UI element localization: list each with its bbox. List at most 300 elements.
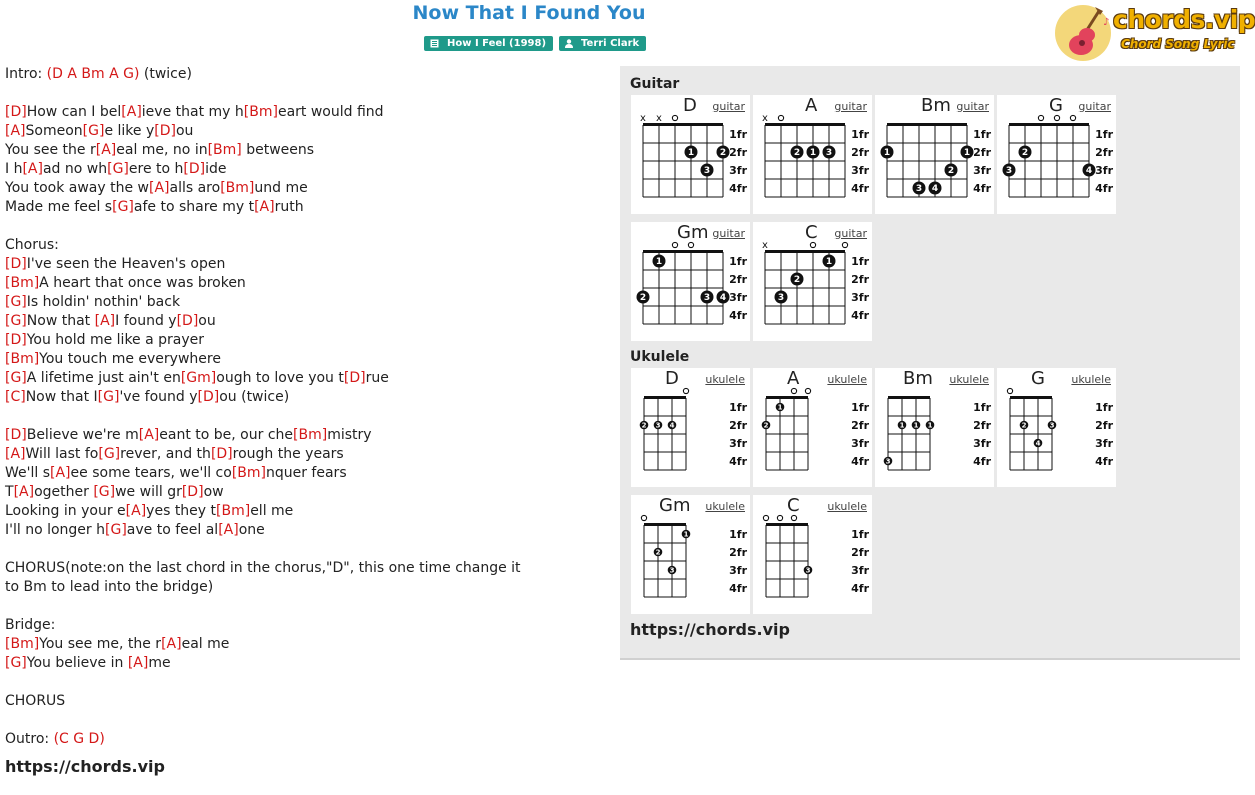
chord-marker[interactable]: [G] bbox=[82, 123, 105, 139]
chord-name: A bbox=[787, 368, 800, 389]
open-string-marker bbox=[791, 515, 796, 520]
lyric-line bbox=[5, 445, 605, 464]
lyric-text: we will gr bbox=[115, 484, 182, 500]
finger-number: 4 bbox=[1035, 439, 1041, 448]
chord-marker[interactable]: [C] bbox=[5, 389, 26, 405]
finger-number: 3 bbox=[1049, 421, 1055, 430]
chord-marker[interactable]: [G] bbox=[98, 446, 121, 462]
lyric-line bbox=[5, 179, 605, 198]
ukulele-link[interactable]: ukulele bbox=[705, 500, 745, 513]
guitar-chord-c[interactable] bbox=[753, 222, 872, 341]
fret-label: 2fr bbox=[729, 146, 747, 159]
ukulele-chord-g[interactable] bbox=[997, 368, 1116, 487]
ukulele-link[interactable]: ukulele bbox=[1071, 373, 1111, 386]
lyric-text: ou bbox=[198, 313, 216, 329]
lyric-text: ell me bbox=[250, 503, 294, 519]
fret-label: 1fr bbox=[729, 128, 747, 141]
lyric-text: e like y bbox=[104, 123, 155, 139]
muted-string-marker: x bbox=[762, 113, 768, 124]
lyric-text: We'll s bbox=[5, 465, 51, 481]
lyric-text: Bridge: bbox=[5, 617, 56, 633]
fret-label: 3fr bbox=[851, 291, 869, 304]
fret-label: 2fr bbox=[851, 273, 869, 286]
lyric-line bbox=[5, 730, 605, 749]
user-icon bbox=[565, 39, 573, 48]
guitar-chord-gm[interactable] bbox=[631, 222, 750, 341]
chord-marker[interactable]: [G] bbox=[5, 655, 27, 671]
chord-marker[interactable]: [D] bbox=[183, 161, 206, 177]
lyric-line bbox=[5, 236, 605, 255]
finger-number: 3 bbox=[703, 293, 711, 304]
fret-label: 3fr bbox=[1095, 437, 1113, 450]
lyric-line bbox=[5, 312, 605, 331]
lyric-text: rough the years bbox=[232, 446, 344, 462]
lyric-text: ave to feel al bbox=[126, 522, 219, 538]
chord-marker[interactable]: [Gm] bbox=[180, 370, 217, 386]
lyric-text: Believe we're m bbox=[26, 427, 139, 443]
lyric-text: You believe in bbox=[26, 655, 128, 671]
lyric-text: ide bbox=[205, 161, 227, 177]
fret-label: 4fr bbox=[1095, 455, 1113, 468]
chord-marker[interactable]: [A] bbox=[50, 465, 71, 481]
fret-label: 1fr bbox=[973, 128, 991, 141]
lyric-line bbox=[5, 217, 605, 236]
lyric-text: I h bbox=[5, 161, 23, 177]
fret-label: 1fr bbox=[973, 401, 991, 414]
lyric-line bbox=[5, 616, 605, 635]
lyric-text: How can I bel bbox=[26, 104, 122, 120]
finger-number: 4 bbox=[1085, 166, 1093, 177]
guitar-link[interactable]: guitar bbox=[1078, 100, 1111, 113]
chord-name: Gm bbox=[677, 222, 709, 243]
ukulele-chord-bm[interactable] bbox=[875, 368, 994, 487]
fret-label: 1fr bbox=[851, 401, 869, 414]
ukulele-section-title: Ukulele bbox=[630, 349, 690, 365]
open-string-marker bbox=[672, 242, 677, 247]
chord-marker[interactable]: [Bm] bbox=[293, 427, 328, 443]
fret-label: 1fr bbox=[1095, 128, 1113, 141]
fret-label: 3fr bbox=[851, 437, 869, 450]
finger-number: 1 bbox=[809, 148, 817, 159]
chord-nut bbox=[765, 123, 845, 126]
artist-label: Terri Clark bbox=[581, 38, 640, 49]
lyric-text: You hold me like a prayer bbox=[26, 332, 205, 348]
lyric-text: I've seen the Heaven's open bbox=[26, 256, 226, 272]
fret-label: 4fr bbox=[1095, 182, 1113, 195]
chord-marker[interactable]: [D] bbox=[5, 332, 27, 348]
guitar-chord-d[interactable] bbox=[631, 95, 750, 214]
lyric-line bbox=[5, 540, 605, 559]
fret-label: 3fr bbox=[851, 564, 869, 577]
lyric-text: eal me bbox=[181, 636, 230, 652]
logo-tagline: Chord Song Lyric bbox=[1121, 37, 1235, 51]
chord-marker[interactable]: [G] bbox=[93, 484, 116, 500]
chord-nut bbox=[888, 396, 930, 399]
chord-marker[interactable]: [Bm] bbox=[220, 180, 255, 196]
lyric-line bbox=[5, 521, 605, 540]
lyric-text: I found y bbox=[115, 313, 177, 329]
song-badges bbox=[424, 36, 646, 51]
open-string-marker bbox=[777, 515, 782, 520]
finger-number: 2 bbox=[655, 548, 661, 557]
lyric-text: rue bbox=[365, 370, 389, 386]
ukulele-link[interactable]: ukulele bbox=[827, 500, 867, 513]
lyric-line bbox=[5, 65, 605, 84]
open-string-marker bbox=[1054, 115, 1059, 120]
fret-label: 2fr bbox=[851, 546, 869, 559]
chord-marker[interactable]: [D] bbox=[5, 256, 27, 272]
chord-marker[interactable]: [A] bbox=[13, 484, 35, 500]
lyric-text: ruth bbox=[274, 199, 304, 215]
finger-number: 2 bbox=[763, 421, 769, 430]
chord-marker[interactable]: [A] bbox=[95, 142, 117, 158]
chord-marker[interactable]: [D] bbox=[343, 370, 366, 386]
chord-marker[interactable]: (C G D) bbox=[53, 731, 105, 747]
lyric-line bbox=[5, 426, 605, 445]
lyric-text: ad no wh bbox=[42, 161, 108, 177]
fret-label: 4fr bbox=[851, 582, 869, 595]
ukulele-link[interactable]: ukulele bbox=[705, 373, 745, 386]
fret-label: 2fr bbox=[851, 146, 869, 159]
lyric-text: ou bbox=[175, 123, 194, 139]
chord-marker[interactable]: [A] bbox=[5, 123, 26, 139]
lyric-text: Intro: bbox=[5, 66, 47, 82]
finger-number: 4 bbox=[719, 293, 727, 304]
fret-label: 2fr bbox=[973, 419, 991, 432]
fret-label: 2fr bbox=[729, 273, 747, 286]
ukulele-link[interactable]: ukulele bbox=[827, 373, 867, 386]
fret-label: 2fr bbox=[973, 146, 991, 159]
open-string-marker bbox=[1070, 115, 1075, 120]
fret-label: 1fr bbox=[851, 255, 869, 268]
chord-marker[interactable]: (D A Bm A G) bbox=[46, 66, 140, 82]
chord-name: Bm bbox=[903, 368, 933, 389]
finger-number: 3 bbox=[915, 184, 923, 195]
chord-marker[interactable]: [D] bbox=[197, 389, 220, 405]
open-string-marker bbox=[672, 115, 677, 120]
guitar-chord-g[interactable] bbox=[997, 95, 1116, 214]
chord-marker[interactable]: [A] bbox=[121, 104, 142, 120]
lyric-line bbox=[5, 255, 605, 274]
chord-nut bbox=[887, 123, 967, 126]
finger-number: 1 bbox=[927, 421, 933, 430]
open-string-marker bbox=[688, 242, 693, 247]
finger-number: 2 bbox=[1021, 421, 1027, 430]
lyric-line bbox=[5, 464, 605, 483]
open-string-marker bbox=[1038, 115, 1043, 120]
lyric-text: one bbox=[238, 522, 265, 538]
open-string-marker bbox=[810, 242, 815, 247]
lyric-text: yes they t bbox=[146, 503, 217, 519]
fret-label: 4fr bbox=[729, 182, 747, 195]
chord-marker[interactable]: [A] bbox=[138, 427, 160, 443]
finger-number: 1 bbox=[683, 530, 689, 539]
chord-marker[interactable]: [A] bbox=[5, 446, 26, 462]
lyric-text: afe to share my t bbox=[133, 199, 255, 215]
lyric-text: Now that I bbox=[25, 389, 98, 405]
guitar-chord-a[interactable] bbox=[753, 95, 872, 214]
finger-number: 2 bbox=[639, 293, 647, 304]
lyric-text: rever, and th bbox=[120, 446, 211, 462]
finger-number: 1 bbox=[899, 421, 905, 430]
lyric-line bbox=[5, 407, 605, 426]
chord-name: Gm bbox=[659, 495, 691, 516]
muted-string-marker: x bbox=[640, 113, 646, 124]
chord-marker[interactable]: [A] bbox=[161, 636, 182, 652]
fret-label: 3fr bbox=[973, 437, 991, 450]
open-string-marker bbox=[791, 388, 796, 393]
finger-number: 2 bbox=[947, 166, 955, 177]
chord-marker[interactable]: [D] bbox=[181, 484, 204, 500]
chord-marker[interactable]: [G] bbox=[97, 389, 120, 405]
guitar-link[interactable]: guitar bbox=[834, 227, 867, 240]
chord-marker[interactable]: [D] bbox=[5, 104, 27, 120]
lyric-text: mistry bbox=[327, 427, 372, 443]
ukulele-chord-a[interactable] bbox=[753, 368, 872, 487]
chord-name: D bbox=[683, 95, 697, 116]
logo-name: chords.vip bbox=[1113, 5, 1255, 34]
panel-url[interactable]: https://chords.vip bbox=[630, 620, 790, 639]
lyric-text: Looking in your e bbox=[5, 503, 126, 519]
finger-number: 1 bbox=[655, 257, 663, 268]
lyric-line bbox=[5, 502, 605, 521]
fret-label: 1fr bbox=[851, 128, 869, 141]
guitar-link[interactable]: guitar bbox=[956, 100, 989, 113]
finger-number: 2 bbox=[793, 148, 801, 159]
lyric-text: alls aro bbox=[169, 180, 221, 196]
chord-marker[interactable]: [A] bbox=[125, 503, 147, 519]
lyric-text: CHORUS(note:on the last chord in the chorus,"D", this one time change it bbox=[5, 560, 521, 576]
lyric-text: T bbox=[5, 484, 14, 500]
lyric-text: CHORUS bbox=[5, 693, 66, 709]
finger-number: 2 bbox=[719, 148, 727, 159]
footer-url[interactable]: https://chords.vip bbox=[5, 757, 165, 776]
lyrics-body bbox=[5, 65, 605, 776]
lyric-text: Is holdin' nothin' back bbox=[26, 294, 181, 310]
lyric-text: Someon bbox=[25, 123, 83, 139]
lyric-line bbox=[5, 635, 605, 654]
finger-number: 1 bbox=[913, 421, 919, 430]
lyric-text: Outro: bbox=[5, 731, 54, 747]
finger-number: 1 bbox=[883, 148, 891, 159]
lyric-line bbox=[5, 350, 605, 369]
chord-marker[interactable]: [Bm] bbox=[5, 636, 40, 652]
finger-number: 3 bbox=[1005, 166, 1013, 177]
finger-number: 3 bbox=[655, 421, 661, 430]
fret-label: 1fr bbox=[729, 401, 747, 414]
lyric-text: You see me, the r bbox=[39, 636, 162, 652]
finger-number: 4 bbox=[931, 184, 939, 195]
guitar-link[interactable]: guitar bbox=[712, 227, 745, 240]
chord-nut bbox=[766, 523, 808, 526]
lyric-line bbox=[5, 388, 605, 407]
lyric-line bbox=[5, 559, 605, 578]
lyric-text: A lifetime just ain't en bbox=[26, 370, 181, 386]
fret-label: 3fr bbox=[729, 164, 747, 177]
lyric-text: Now that bbox=[26, 313, 95, 329]
album-badge[interactable] bbox=[424, 36, 553, 51]
chord-nut bbox=[643, 123, 723, 126]
finger-number: 2 bbox=[641, 421, 647, 430]
lyric-text: ee some tears, we'll co bbox=[70, 465, 232, 481]
chord-nut bbox=[644, 396, 686, 399]
lyric-line bbox=[5, 578, 605, 597]
lyric-text: Chorus: bbox=[5, 237, 59, 253]
ukulele-chord-d[interactable] bbox=[631, 368, 750, 487]
chord-marker[interactable]: [Bm] bbox=[231, 465, 266, 481]
chord-marker[interactable]: [D] bbox=[154, 123, 176, 139]
lyric-text: ou (twice) bbox=[219, 389, 290, 405]
lyric-text: ere to h bbox=[128, 161, 184, 177]
fret-label: 4fr bbox=[851, 182, 869, 195]
chord-marker[interactable]: [A] bbox=[94, 313, 116, 329]
guitar-link[interactable]: guitar bbox=[712, 100, 745, 113]
lyric-line bbox=[5, 141, 605, 160]
fret-label: 4fr bbox=[851, 455, 869, 468]
finger-number: 1 bbox=[687, 148, 695, 159]
lyric-line bbox=[5, 597, 605, 616]
lyric-line bbox=[5, 293, 605, 312]
open-string-marker bbox=[763, 515, 768, 520]
chord-marker[interactable]: [D] bbox=[210, 446, 233, 462]
chord-marker[interactable]: [G] bbox=[105, 522, 127, 538]
chord-marker[interactable]: [G] bbox=[5, 370, 27, 386]
chord-nut bbox=[1009, 123, 1089, 126]
fret-label: 4fr bbox=[729, 309, 747, 322]
chord-nut bbox=[765, 250, 845, 253]
lyric-line bbox=[5, 84, 605, 103]
finger-number: 3 bbox=[669, 566, 675, 575]
fret-label: 2fr bbox=[729, 419, 747, 432]
lyric-text: ough to love you t bbox=[216, 370, 344, 386]
chord-marker[interactable]: [Bm] bbox=[207, 142, 242, 158]
open-string-marker bbox=[842, 242, 847, 247]
lyric-line bbox=[5, 331, 605, 350]
lyric-line bbox=[5, 103, 605, 122]
chord-marker[interactable]: [G] bbox=[5, 313, 27, 329]
chord-marker[interactable]: [D] bbox=[5, 427, 27, 443]
fret-label: 4fr bbox=[973, 182, 991, 195]
finger-number: 3 bbox=[885, 457, 891, 466]
ukulele-chord-c[interactable] bbox=[753, 495, 872, 614]
fret-label: 2fr bbox=[1095, 146, 1113, 159]
fret-label: 1fr bbox=[729, 255, 747, 268]
album-label: How I Feel (1998) bbox=[447, 38, 547, 49]
lyric-text: eal me, no in bbox=[116, 142, 208, 158]
open-string-marker bbox=[683, 388, 688, 393]
lyric-text: ow bbox=[203, 484, 224, 500]
fret-label: 1fr bbox=[851, 528, 869, 541]
guitar-chord-bm[interactable] bbox=[875, 95, 994, 214]
chord-marker[interactable]: [Bm] bbox=[216, 503, 251, 519]
muted-string-marker: x bbox=[656, 113, 662, 124]
chord-name: G bbox=[1031, 368, 1045, 389]
lyric-line bbox=[5, 673, 605, 692]
chord-marker[interactable]: [Bm] bbox=[243, 104, 278, 120]
lyric-text: eart would find bbox=[277, 104, 384, 120]
chord-nut bbox=[643, 250, 723, 253]
lyric-text: to Bm to lead into the bridge) bbox=[5, 579, 214, 595]
lyric-text: nquer fears bbox=[265, 465, 347, 481]
lyric-line bbox=[5, 369, 605, 388]
guitar-logo-icon bbox=[1055, 3, 1115, 63]
chord-name: D bbox=[665, 368, 679, 389]
lyric-line bbox=[5, 274, 605, 293]
finger-number: 3 bbox=[805, 566, 811, 575]
chord-name: C bbox=[805, 222, 818, 243]
lyric-text: betweens bbox=[241, 142, 315, 158]
chord-marker[interactable]: [G] bbox=[5, 294, 27, 310]
chord-nut bbox=[1010, 396, 1052, 399]
finger-number: 4 bbox=[669, 421, 675, 430]
lyric-text: You touch me everywhere bbox=[39, 351, 221, 367]
lyric-line bbox=[5, 122, 605, 141]
lyric-line bbox=[5, 711, 605, 730]
finger-number: 1 bbox=[963, 148, 971, 159]
chord-marker[interactable]: [G] bbox=[112, 199, 134, 215]
finger-number: 3 bbox=[703, 166, 711, 177]
fret-label: 3fr bbox=[729, 437, 747, 450]
fret-label: 3fr bbox=[729, 564, 747, 577]
chord-name: G bbox=[1049, 95, 1063, 116]
fret-label: 4fr bbox=[729, 582, 747, 595]
chord-marker[interactable]: [A] bbox=[218, 522, 239, 538]
guitar-link[interactable]: guitar bbox=[834, 100, 867, 113]
chord-name: C bbox=[787, 495, 800, 516]
chord-nut bbox=[766, 396, 808, 399]
artist-badge[interactable] bbox=[559, 36, 646, 51]
chord-marker[interactable]: [A] bbox=[148, 180, 170, 196]
lyric-line bbox=[5, 198, 605, 217]
finger-number: 3 bbox=[777, 293, 785, 304]
lyric-text: You took away the w bbox=[5, 180, 149, 196]
finger-number: 3 bbox=[825, 148, 833, 159]
chord-marker[interactable]: [A] bbox=[22, 161, 43, 177]
lyric-text: 've found y bbox=[119, 389, 198, 405]
fret-label: 3fr bbox=[729, 291, 747, 304]
chord-marker[interactable]: [A] bbox=[254, 199, 275, 215]
fret-label: 3fr bbox=[973, 164, 991, 177]
chord-marker[interactable]: [D] bbox=[176, 313, 199, 329]
lyric-line bbox=[5, 692, 605, 711]
site-logo[interactable] bbox=[1055, 3, 1255, 63]
lyric-line bbox=[5, 483, 605, 502]
fret-label: 4fr bbox=[851, 309, 869, 322]
chord-marker[interactable]: [A] bbox=[127, 655, 149, 671]
chord-marker[interactable]: [Bm] bbox=[5, 351, 40, 367]
ukulele-chord-gm[interactable] bbox=[631, 495, 750, 614]
fret-label: 4fr bbox=[973, 455, 991, 468]
fret-label: 3fr bbox=[851, 164, 869, 177]
guitar-section-title: Guitar bbox=[630, 76, 680, 92]
lyric-text: ogether bbox=[34, 484, 94, 500]
fret-label: 2fr bbox=[1095, 419, 1113, 432]
lyric-text: (twice) bbox=[139, 66, 192, 82]
lyric-text: You see the r bbox=[5, 142, 96, 158]
chord-marker[interactable]: [G] bbox=[107, 161, 129, 177]
song-title[interactable]: Now That I Found You bbox=[412, 2, 646, 24]
lyric-text: eant to be, our che bbox=[159, 427, 294, 443]
ukulele-link[interactable]: ukulele bbox=[949, 373, 989, 386]
finger-number: 2 bbox=[793, 275, 801, 286]
chord-marker[interactable]: [Bm] bbox=[5, 275, 40, 291]
lyric-text: A heart that once was broken bbox=[39, 275, 246, 291]
fret-label: 1fr bbox=[729, 528, 747, 541]
chord-name: Bm bbox=[921, 95, 951, 116]
finger-number: 1 bbox=[777, 403, 783, 412]
lyric-text: Made me feel s bbox=[5, 199, 113, 215]
lyric-line bbox=[5, 160, 605, 179]
